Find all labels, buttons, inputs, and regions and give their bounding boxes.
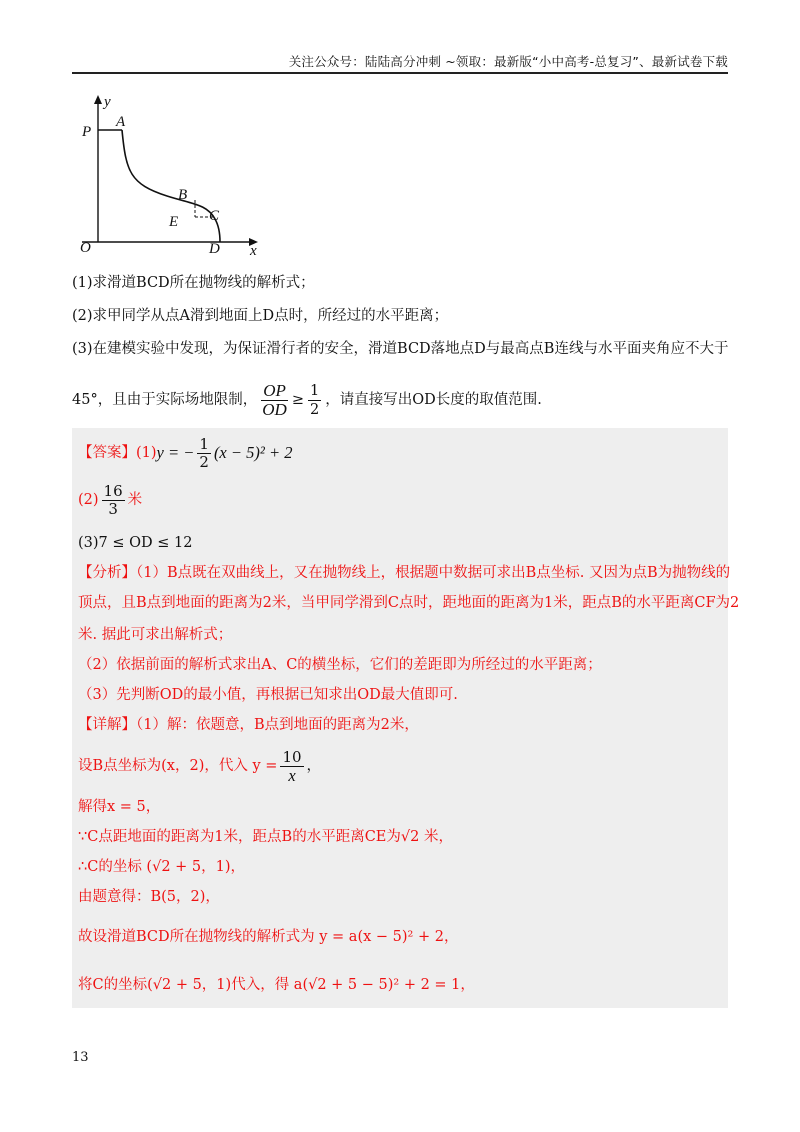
label-e: E [169, 214, 179, 230]
label-c: C [209, 208, 220, 224]
slide-diagram [72, 92, 272, 262]
question-2: (2)求甲同学从点A滑到地面上D点时，所经过的水平距离； [72, 308, 449, 324]
header-text: 关注公众号：陆陆高分冲刺 ~领取：最新版“小中高考-总复习”、最新试卷下载 [288, 54, 728, 69]
analysis-line-2: 顶点，且B点到地面的距离为2米，当甲同学滑到C点时，距地面的距离为1米，距点B的水平距离CF为2 [78, 595, 740, 611]
analysis-line-4: （2）依据前面的解析式求出A、C的横坐标，它们的差距即为所经过的水平距离； [78, 657, 602, 673]
analysis-line-5: （3）先判断OD的最小值，再根据已知求出OD最大值即可. [78, 687, 458, 703]
detail-line-8: 将C的坐标(√2 + 5，1)代入，得 a(√2 + 5 − 5)² + 2 = 1， [78, 977, 475, 993]
answer-1: 【答案】 (1) y = − $\frac{1}{2}$ (x − 5)² + 2 [78, 434, 293, 471]
detail-line-3: 解得x = 5， [78, 799, 161, 815]
answer-2: (2) 16 3 米 [78, 481, 143, 518]
detail-line-4: ∵C点距地面的距离为1米，距点B的水平距离CE为√2 米， [78, 829, 453, 845]
analysis-line-1: 【分析】（1）B点既在双曲线上，又在抛物线上，根据题中数据可求出B点坐标. 又因为点B为抛物线的 [78, 565, 731, 581]
half-fraction: $\frac{1}{2}$ [310, 382, 320, 418]
detail-line-5: ∴C的坐标 (√2 + 5，1)， [78, 859, 246, 875]
question-3-continued: 45°，且由于实际场地限制， $\frac{OP}{OD}$ ≥ $\frac{1}{2}$ ，请直接写出OD长度的取值范围. [72, 380, 542, 419]
label-o: O [80, 240, 91, 256]
label-a: A [116, 114, 126, 130]
page-header [72, 52, 728, 74]
detail-line-6: 由题意得：B(5，2)， [78, 889, 220, 905]
label-b: B [178, 187, 188, 203]
y-axis-arrow [94, 95, 102, 104]
question-3: (3)在建模实验中发现，为保证滑行者的安全，滑道BCD落地点D与最高点B连线与水平面夹角应不大于 [72, 341, 729, 357]
label-p: P [82, 124, 92, 140]
answer-section [72, 428, 740, 1008]
question-1: (1)求滑道BCD所在抛物线的解析式； [72, 275, 315, 291]
label-y: y [104, 94, 111, 110]
page-number: 13 [72, 1050, 89, 1065]
label-d: D [209, 241, 220, 257]
op-od-fraction: $\frac{OP}{OD}$ [262, 380, 287, 419]
detail-line-2: 设B点坐标为(x，2)，代入 y = $\frac{10}{x}$ ， [78, 747, 322, 785]
detail-line-1: 【详解】（1）解：依题意，B点到地面的距离为2米， [78, 717, 419, 733]
answer-3: (3)7 ≤ OD ≤ 12 [78, 535, 193, 551]
detail-line-7: 故设滑道BCD所在抛物线的解析式为 y = a(x − 5)² + 2， [78, 929, 459, 945]
analysis-line-3: 米. 据此可求出解析式； [78, 627, 233, 643]
label-x: x [250, 243, 257, 259]
